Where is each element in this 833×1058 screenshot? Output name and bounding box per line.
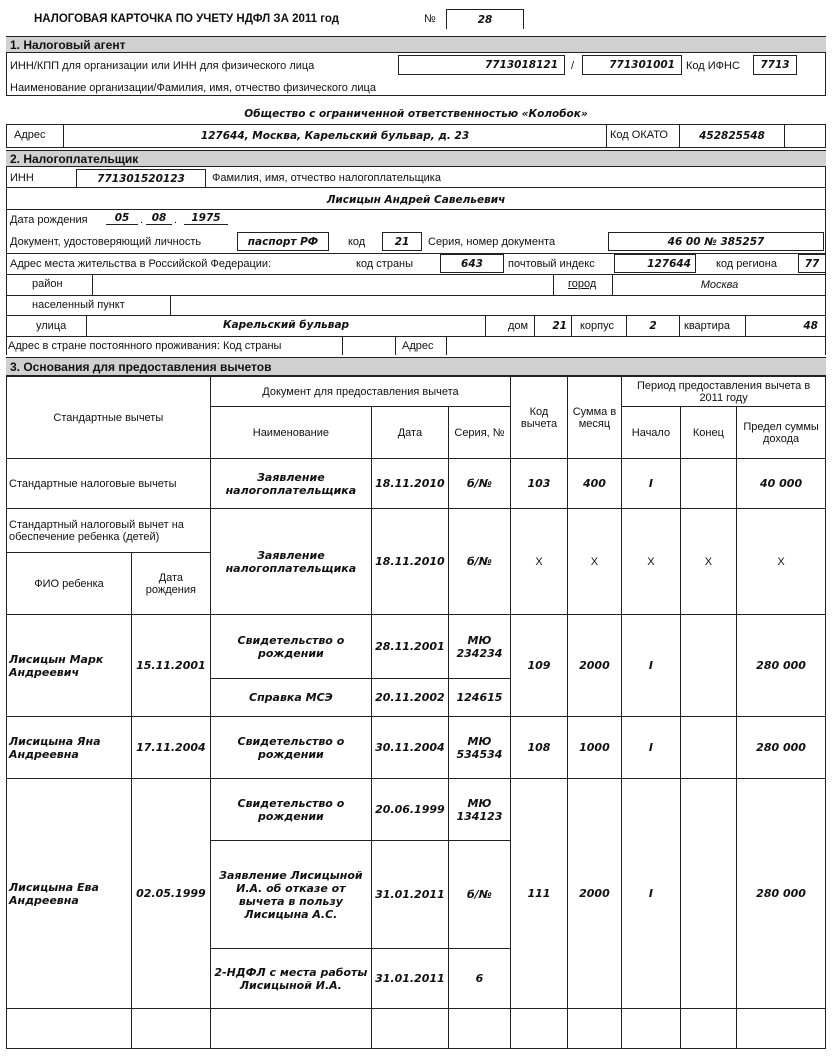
c1-code: 109: [511, 615, 567, 717]
dob-day: 05: [106, 212, 138, 225]
c1-start: I: [622, 615, 680, 717]
taxpayer-fio: Лисицын Андрей Савельевич: [326, 194, 506, 206]
h-series: Серия, №: [448, 407, 511, 459]
r1-date: 18.11.2010: [372, 459, 449, 509]
c1-name: Лисицын Марк Андреевич: [7, 615, 132, 717]
postal-code: 127644: [614, 254, 696, 273]
c1-sum: 2000: [567, 615, 621, 717]
table-row: [7, 779, 826, 841]
c2-d1ser: МЮ 534534: [448, 717, 511, 779]
district-label: район: [32, 278, 63, 290]
r2-x: X: [511, 509, 567, 615]
dob-year: 1975: [184, 212, 228, 225]
table-row: [7, 1009, 826, 1049]
c3-dob: 02.05.1999: [132, 779, 211, 1009]
h-period: Период предоставления вычета в 2011 году: [622, 377, 826, 407]
c1-d2: Справка МСЭ: [210, 679, 371, 717]
section-1-header: 1. Налоговый агент: [6, 36, 826, 53]
korp-label: корпус: [580, 320, 615, 332]
c1-d2date: 20.11.2002: [372, 679, 449, 717]
flat-label: квартира: [684, 320, 730, 332]
r1-start: I: [622, 459, 680, 509]
c3-limit: 280 000: [737, 779, 826, 1009]
region-label: код региона: [716, 258, 777, 270]
ifns-label: Код ИФНС: [686, 60, 740, 72]
card-title: НАЛОГОВАЯ КАРТОЧКА ПО УЧЕТУ НДФЛ ЗА 2011 год: [34, 13, 340, 25]
c3-d2: Заявление Лисицыной И.А. об отказе от вычета в пользу Лисицына А.С.: [210, 841, 371, 949]
series-label: Серия, номер документа: [428, 236, 556, 248]
region-code: 77: [798, 254, 826, 273]
r1-doc: Заявление налогоплательщика: [210, 459, 371, 509]
c2-limit: 280 000: [737, 717, 826, 779]
h-start: Начало: [622, 407, 680, 459]
c1-d1ser: МЮ 234234: [448, 615, 511, 679]
c3-sum: 2000: [567, 779, 621, 1009]
city-label: город: [568, 278, 597, 290]
inn-label: ИНН: [10, 172, 34, 184]
agent-address: 127644, Москва, Карельский бульвар, д. 23: [200, 130, 470, 142]
r2-label: Стандартный налоговый вычет на обеспечение ребенка (детей): [7, 509, 211, 553]
okato-code: 452825548: [699, 130, 765, 142]
c2-d1date: 30.11.2004: [372, 717, 449, 779]
addr-rf-label: Адрес места жительства в Российской Федерации:: [10, 258, 272, 270]
deductions-table: [6, 376, 826, 1049]
c3-d2date: 31.01.2011: [372, 841, 449, 949]
org-name: Общество с ограниченной ответственностью «Колобок»: [244, 108, 588, 120]
street-label: улица: [36, 320, 67, 332]
c3-code: 111: [511, 779, 567, 1009]
h-child-dob: Дата рождения: [132, 553, 211, 615]
id-doc-label: Документ, удостоверяющий личность: [10, 236, 202, 248]
c3-d3date: 31.01.2011: [372, 949, 449, 1009]
table-row: [7, 459, 826, 509]
country-code: 643: [440, 254, 504, 273]
okato-label: Код ОКАТО: [606, 124, 680, 148]
c3-d2ser: б/№: [448, 841, 511, 949]
h-std: Стандартные вычеты: [7, 377, 211, 459]
org-name-label: Наименование организации/Фамилия, имя, отчество физического лица: [10, 82, 376, 94]
abroad-addr-label: Адрес: [402, 340, 434, 352]
h-doc: Документ для предоставления вычета: [210, 377, 511, 407]
r2-x: X: [567, 509, 621, 615]
agent-kpp: 771301001: [582, 55, 682, 75]
c1-d1date: 28.11.2001: [372, 615, 449, 679]
street: Карельский бульвар: [222, 319, 350, 331]
h-sum: Сумма в месяц: [567, 377, 621, 459]
c3-d3: 2-НДФЛ с места работы Лисицыной И.А.: [210, 949, 371, 1009]
korp: 2: [626, 315, 680, 336]
c2-dob: 17.11.2004: [132, 717, 211, 779]
section-2-header: 2. Налогоплательщик: [6, 150, 826, 167]
slash: /: [571, 60, 575, 72]
c1-limit: 280 000: [737, 615, 826, 717]
flat: 48: [745, 315, 826, 336]
c2-code: 108: [511, 717, 567, 779]
table-row: [7, 717, 826, 779]
h-end: Конец: [680, 407, 736, 459]
h-child: ФИО ребенка: [7, 553, 132, 615]
id-doc: паспорт РФ: [237, 232, 329, 251]
table-row: [7, 509, 826, 553]
doc-series: 46 00 № 385257: [608, 232, 824, 251]
c3-d1ser: МЮ 134123: [448, 779, 511, 841]
c1-d2ser: 124615: [448, 679, 511, 717]
c2-sum: 1000: [567, 717, 621, 779]
r1-ser: б/№: [448, 459, 511, 509]
house: 21: [534, 315, 572, 336]
r1-limit: 40 000: [737, 459, 826, 509]
number-label: №: [424, 13, 436, 25]
r2-doc: Заявление налогоплательщика: [210, 509, 371, 615]
address-label: Адрес: [6, 124, 64, 148]
c1-dob: 15.11.2001: [132, 615, 211, 717]
r1-code: 103: [511, 459, 567, 509]
dob-label: Дата рождения: [10, 214, 88, 226]
doc-code: 21: [382, 232, 422, 251]
c3-d1: Свидетельство о рождении: [210, 779, 371, 841]
c2-name: Лисицына Яна Андреевна: [7, 717, 132, 779]
fio-label: Фамилия, имя, отчество налогоплательщика: [212, 172, 441, 184]
r2-date: 18.11.2010: [372, 509, 449, 615]
doc-code-label: код: [348, 236, 366, 248]
c1-d1: Свидетельство о рождении: [210, 615, 371, 679]
ifns-code: 7713: [753, 55, 797, 75]
country-code-label: код страны: [356, 258, 414, 270]
r2-x: X: [680, 509, 736, 615]
locality-label: населенный пункт: [32, 299, 125, 311]
inn-kpp-label: ИНН/КПП для организации или ИНН для физического лица: [10, 60, 315, 72]
r1-sum: 400: [567, 459, 621, 509]
c3-start: I: [622, 779, 680, 1009]
r2-ser: б/№: [448, 509, 511, 615]
c2-start: I: [622, 717, 680, 779]
h-date: Дата: [372, 407, 449, 459]
dob-month: 08: [146, 212, 172, 225]
agent-inn: 7713018121: [398, 55, 565, 75]
r1-label: Стандартные налоговые вычеты: [7, 459, 211, 509]
section-3-header: 3. Основания для предоставления вычетов: [6, 357, 826, 376]
r2-x: X: [737, 509, 826, 615]
house-label: дом: [508, 320, 529, 332]
h-name: Наименование: [210, 407, 371, 459]
dot: .: [140, 214, 144, 226]
city: Москва: [612, 274, 826, 295]
c3-d1date: 20.06.1999: [372, 779, 449, 841]
dot: .: [174, 214, 178, 226]
h-code: Код вычета: [511, 377, 567, 459]
c2-d1: Свидетельство о рождении: [210, 717, 371, 779]
c3-name: Лисицына Ева Андреевна: [7, 779, 132, 1009]
h-limit: Предел суммы дохода: [737, 407, 826, 459]
card-number: 28: [446, 9, 524, 29]
c3-d3ser: 6: [448, 949, 511, 1009]
taxpayer-inn: 771301520123: [76, 169, 206, 188]
postal-label: почтовый индекс: [508, 258, 595, 270]
table-row: [7, 615, 826, 679]
r2-x: X: [622, 509, 680, 615]
abroad-label: Адрес в стране постоянного проживания: Код страны: [8, 340, 282, 352]
